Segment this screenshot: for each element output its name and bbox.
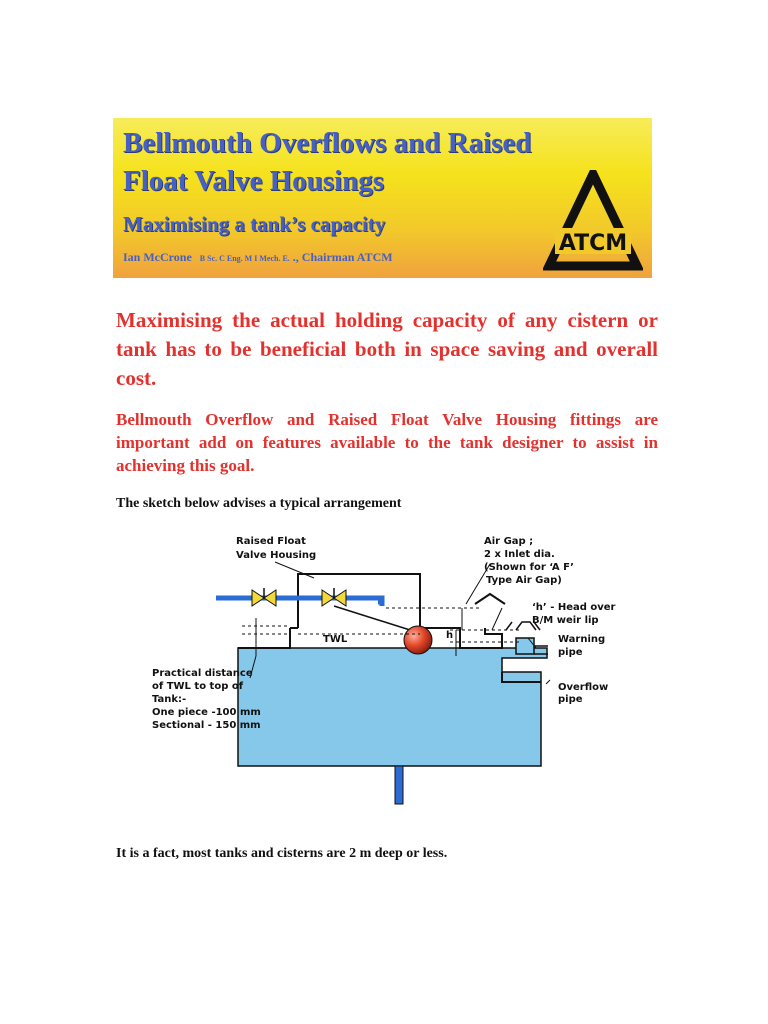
title-banner — [113, 118, 652, 278]
drain-pipe — [395, 766, 403, 804]
label-airgap-line4: Type Air Gap) — [486, 575, 562, 586]
tank-arrangement-sketch — [150, 530, 620, 810]
label-practical-line3: Tank:- — [152, 694, 187, 705]
bellmouth-overflow — [475, 594, 505, 604]
label-head-line1: ‘h’ - Head over — [532, 602, 616, 613]
label-airgap-line1: Air Gap ; — [484, 536, 534, 547]
label-housing-line2: Valve Housing — [236, 550, 317, 561]
label-warning-line1: Warning — [558, 634, 606, 645]
body-paragraph: Bellmouth Overflow and Raised Float Valve Housing fittings are important add on features available to the tank designer to assist in achieving this goal. — [116, 410, 658, 475]
label-housing-line1: Raised Float — [236, 536, 306, 547]
author-credentials: B Sc. C Eng. M I Mech. E. — [199, 254, 290, 263]
logo-text: ATCM — [558, 231, 628, 256]
document-title: Bellmouth Overflows and Raised Float Valve Housings — [123, 127, 532, 197]
label-airgap-line3: (Shown for ‘A F’ — [484, 562, 574, 573]
raised-float-valve-housing — [298, 574, 420, 628]
label-practical-line2: of TWL to top of — [152, 681, 244, 692]
valve-2-icon — [322, 588, 346, 606]
intro-statement: Maximising the actual holding capacity of any cistern or tank has to be beneficial both in space saving and overall cost. — [116, 308, 658, 390]
closing-statement: It is a fact, most tanks and cisterns are 2 m deep or less. — [116, 846, 448, 861]
valve-1-icon — [252, 588, 276, 606]
atcm-logo-icon — [543, 170, 643, 272]
label-warning-line2: pipe — [558, 647, 583, 658]
sketch-caption: The sketch below advises a typical arrangement — [116, 496, 402, 511]
label-twl: TWL — [323, 634, 348, 645]
label-overflow-line1: Overflow — [558, 682, 609, 693]
author-name: Ian McCrone — [123, 250, 192, 264]
label-practical-line5: Sectional - 150 mm — [152, 720, 261, 731]
tank-water — [238, 648, 547, 766]
label-airgap-line2: 2 x Inlet dia. — [484, 549, 555, 560]
author-byline — [123, 250, 393, 265]
label-practical-line4: One piece -100 mm — [152, 707, 261, 718]
label-practical-line1: Practical distance — [152, 668, 253, 679]
tank-outline — [238, 628, 290, 648]
label-overflow-line2: pipe — [558, 694, 583, 705]
label-h: h — [446, 630, 454, 641]
label-head-line2: B/M weir lip — [532, 615, 599, 626]
author-role: ., Chairman ATCM — [292, 250, 393, 264]
float-ball-icon — [404, 626, 432, 654]
document-subtitle: Maximising a tank’s capacity — [123, 212, 386, 236]
